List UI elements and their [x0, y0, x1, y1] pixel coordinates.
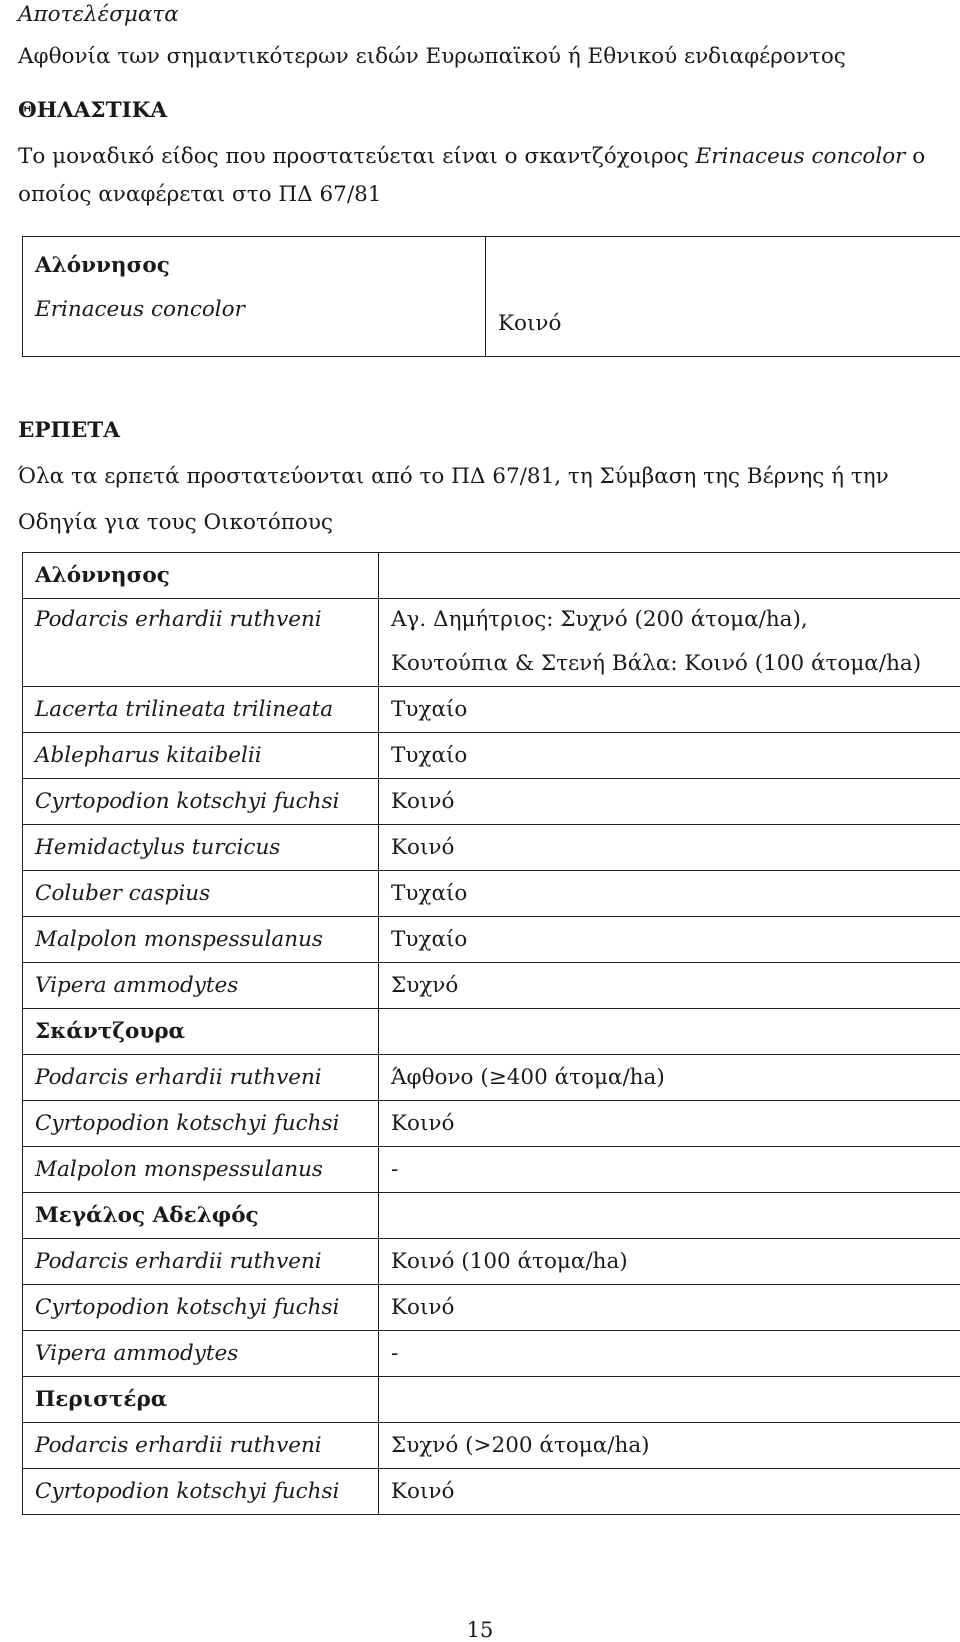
abundance-value: Αγ. Δημήτριος: Συχνό (200 άτομα/ha), — [391, 609, 960, 631]
table-row — [23, 1331, 960, 1377]
abundance-value: Συχνό (>200 άτομα/ha) — [391, 1435, 960, 1457]
location-label: Μεγάλος Αδελφός — [35, 1205, 378, 1227]
species-name: Vipera ammodytes — [35, 1343, 378, 1365]
location-label: Περιστέρα — [35, 1389, 378, 1411]
location-cell — [23, 553, 379, 599]
abundance-value: Κοινό — [498, 313, 960, 335]
table-row — [23, 237, 960, 357]
location-row-alonnisos — [23, 553, 960, 599]
species-name: Malpolon monspessulanus — [35, 929, 378, 951]
abundance-cell — [379, 779, 960, 825]
species-name: Cyrtopodion kotschyi fuchsi — [35, 1113, 378, 1135]
species-cell — [23, 1331, 379, 1377]
species-cell — [23, 779, 379, 825]
abundance-value: Κοινό — [391, 1481, 960, 1503]
abundance-value: Τυχαίο — [391, 883, 960, 905]
table-row — [23, 1285, 960, 1331]
species-cell — [23, 1055, 379, 1101]
mammals-text-prefix: Το μοναδικό είδος που προστατεύεται είναι ο σκαντζόχοιρος — [18, 144, 696, 169]
page-number: 15 — [0, 1618, 960, 1642]
species-name: Cyrtopodion kotschyi fuchsi — [35, 1481, 378, 1503]
abundance-cell — [379, 963, 960, 1009]
species-name: Lacerta trilineata trilineata — [35, 699, 378, 721]
abundance-value: Συχνό — [391, 975, 960, 997]
abundance-cell — [379, 917, 960, 963]
species-name: Podarcis erhardii ruthveni — [35, 1435, 378, 1457]
abundance-cell — [379, 1423, 960, 1469]
abundance-cell — [379, 1101, 960, 1147]
location-row-skantzoura — [23, 1009, 960, 1055]
species-cell — [23, 825, 379, 871]
table-row — [23, 1423, 960, 1469]
abundance-cell — [379, 825, 960, 871]
empty-cell — [379, 1193, 960, 1239]
location-label: Σκάντζουρα — [35, 1021, 378, 1043]
empty-cell — [379, 1009, 960, 1055]
mammals-table — [22, 236, 960, 357]
table-row — [23, 917, 960, 963]
abundance-value: Τυχαίο — [391, 699, 960, 721]
species-cell — [23, 963, 379, 1009]
species-name: Ablepharus kitaibelii — [35, 745, 378, 767]
abundance-value: Τυχαίο — [391, 929, 960, 951]
location-row-peristera — [23, 1377, 960, 1423]
abundance-value: Τυχαίο — [391, 745, 960, 767]
species-name: Coluber caspius — [35, 883, 378, 905]
abundance-cell — [379, 1055, 960, 1101]
species-cell — [23, 917, 379, 963]
table-row — [23, 779, 960, 825]
section-heading: Αποτελέσματα — [18, 4, 179, 26]
table-row — [23, 1101, 960, 1147]
abundance-cell — [379, 1239, 960, 1285]
species-cell — [23, 1423, 379, 1469]
species-cell — [23, 1285, 379, 1331]
mammals-text-line2: οποίος αναφέρεται στο ΠΔ 67/81 — [18, 184, 381, 206]
table-row — [23, 687, 960, 733]
abundance-value: Κοινό — [391, 837, 960, 859]
table-row — [23, 963, 960, 1009]
species-cell — [23, 1469, 379, 1515]
species-name: Malpolon monspessulanus — [35, 1159, 378, 1181]
table-row — [23, 1147, 960, 1193]
species-name: Vipera ammodytes — [35, 975, 378, 997]
species-name: Podarcis erhardii ruthveni — [35, 1067, 378, 1089]
table-row — [23, 1469, 960, 1515]
table-row — [23, 825, 960, 871]
location-cell — [23, 1193, 379, 1239]
species-cell — [23, 1147, 379, 1193]
subtitle: Αφθονία των σημαντικότερων ειδών Ευρωπαϊκού ή Εθνικού ενδιαφέροντος — [18, 46, 846, 68]
empty-cell — [379, 1377, 960, 1423]
abundance-value: - — [391, 1343, 960, 1365]
mammals-heading: ΘΗΛΑΣΤΙΚΑ — [18, 100, 167, 122]
table-row — [23, 871, 960, 917]
species-name: Cyrtopodion kotschyi fuchsi — [35, 791, 378, 813]
abundance-value: Κοινό (100 άτομα/ha) — [391, 1251, 960, 1273]
abundance-cell — [379, 1147, 960, 1193]
location-label: Αλόννησος — [35, 565, 378, 587]
table-row — [23, 733, 960, 779]
species-name: Podarcis erhardii ruthveni — [35, 609, 378, 631]
mammals-text-species: Erinaceus concolor — [696, 144, 906, 169]
abundance-cell — [379, 1331, 960, 1377]
species-cell — [23, 687, 379, 733]
reptiles-text-line1: Όλα τα ερπετά προστατεύονται από το ΠΔ 67/81, τη Σύμβαση της Βέρνης ή την — [18, 466, 889, 488]
abundance-value: Άφθονο (≥400 άτομα/ha) — [391, 1067, 960, 1089]
mammals-species-cell — [23, 237, 486, 357]
species-name: Hemidactylus turcicus — [35, 837, 378, 859]
location-cell — [23, 1009, 379, 1055]
abundance-value: - — [391, 1159, 960, 1181]
mammals-text-line1 — [18, 146, 925, 168]
empty-cell — [379, 553, 960, 599]
reptiles-table — [22, 552, 960, 1515]
reptiles-text-line2: Οδηγία για τους Οικοτόπους — [18, 512, 333, 534]
species-name: Podarcis erhardii ruthveni — [35, 1251, 378, 1273]
reptiles-heading: ΕΡΠΕΤΑ — [18, 420, 120, 442]
abundance-cell — [379, 733, 960, 779]
mammals-abundance-cell — [486, 237, 960, 357]
location-cell — [23, 1377, 379, 1423]
table-row — [23, 599, 960, 687]
mammals-text-suffix: ο — [905, 144, 925, 169]
species-cell — [23, 1239, 379, 1285]
species-name: Cyrtopodion kotschyi fuchsi — [35, 1297, 378, 1319]
abundance-value: Κοινό — [391, 791, 960, 813]
location-row-megalos-adelfos — [23, 1193, 960, 1239]
abundance-value: Κουτούπια & Στενή Βάλα: Κοινό (100 άτομα/ha) — [391, 653, 960, 675]
species-cell — [23, 871, 379, 917]
table-row — [23, 1055, 960, 1101]
species-cell — [23, 1101, 379, 1147]
abundance-value: Κοινό — [391, 1113, 960, 1135]
species-cell — [23, 733, 379, 779]
species-cell — [23, 599, 379, 687]
abundance-cell — [379, 1469, 960, 1515]
location-label: Αλόννησος — [35, 255, 485, 277]
abundance-cell — [379, 871, 960, 917]
abundance-cell — [379, 599, 960, 687]
abundance-value: Κοινό — [391, 1297, 960, 1319]
table-row — [23, 1239, 960, 1285]
abundance-cell — [379, 1285, 960, 1331]
abundance-cell — [379, 687, 960, 733]
species-name: Erinaceus concolor — [35, 299, 485, 321]
